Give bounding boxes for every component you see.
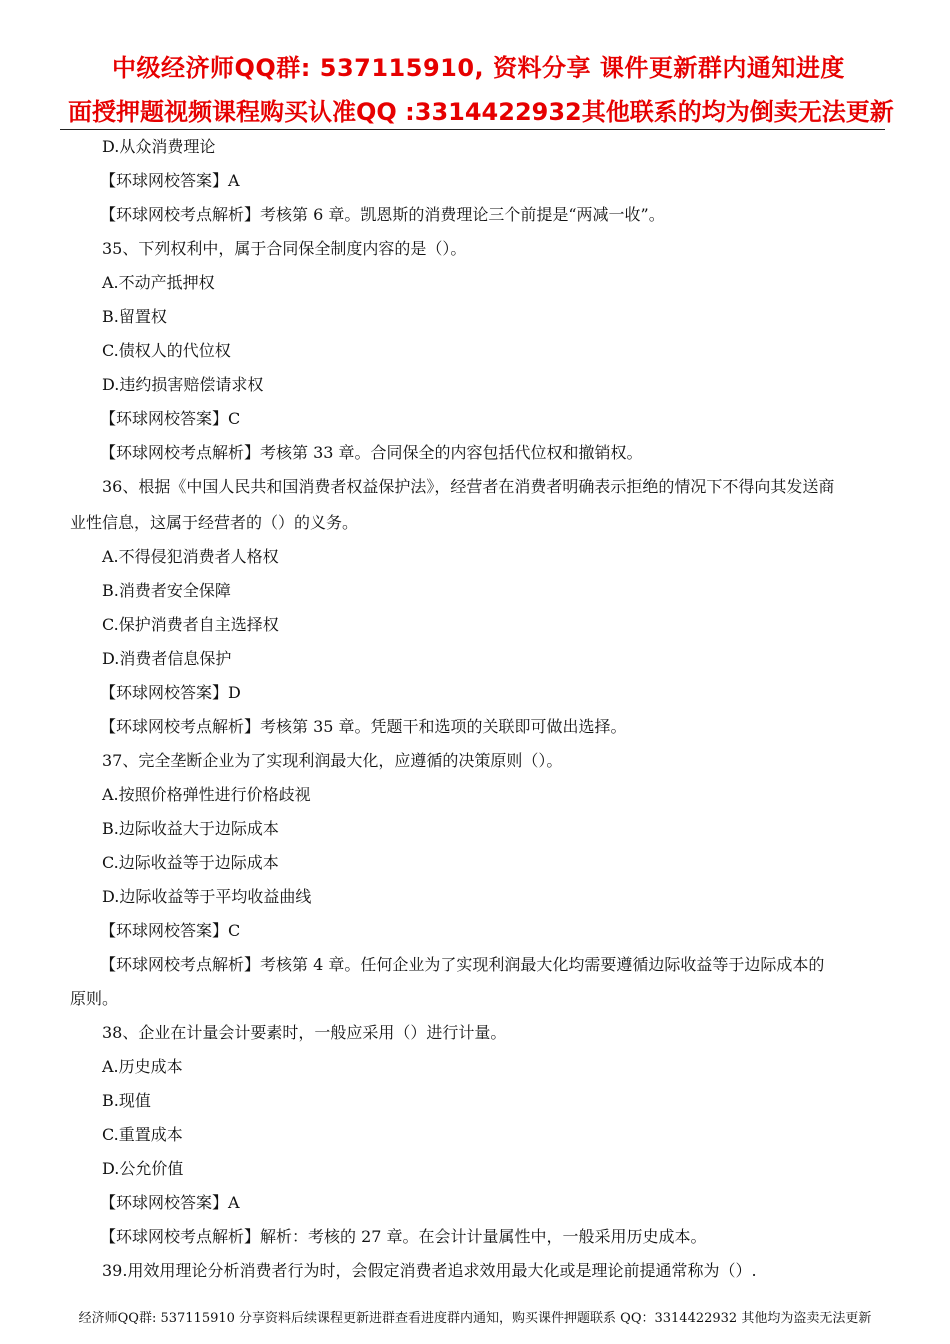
option-c-q36: C.保护消费者自主选择权 [102,615,279,634]
question-36-line-2: 业性信息，这属于经营者的（）的义务。 [70,513,359,532]
answer-q38: 【环球网校答案】A [100,1193,240,1212]
option-a-q37: A.按照价格弹性进行价格歧视 [102,785,311,804]
question-35: 35、下列权利中，属于合同保全制度内容的是（）。 [102,239,467,258]
answer-q35: 【环球网校答案】C [100,409,241,428]
option-d-q35: D.违约损害赔偿请求权 [102,375,264,394]
option-d-q38: D.公允价值 [102,1159,184,1178]
analysis-q37-line-1: 【环球网校考点解析】考核第 4 章。任何企业为了实现利润最大化均需要遵循边际收益等于边际成本的 [100,955,825,974]
option-d-q34: D.从众消费理论 [102,137,216,156]
option-b-q36: B.消费者安全保障 [102,581,231,600]
header-promo-line-2: 面授押题视频课程购买认准QQ :3314422932其他联系的均为倒卖无法更新 [68,98,894,126]
question-39: 39.用效用理论分析消费者行为时，会假定消费者追求效用最大化或是理论前提通常称为（）. [102,1261,757,1280]
analysis-q37-line-2: 原则。 [70,989,119,1008]
page-footer: 经济师QQ群: 537115910 分享资料后续课程更新进群查看进度群内通知，购买课件押题联系 QQ：3314422932 其他均为盗卖无法更新 [78,1311,872,1326]
header-promo-line-1: 中级经济师QQ群: 537115910, 资料分享 课件更新群内通知进度 [112,54,845,82]
analysis-q35: 【环球网校考点解析】考核第 33 章。合同保全的内容包括代位权和撤销权。 [100,443,643,462]
option-a-q35: A.不动产抵押权 [102,273,215,292]
question-36-line-1: 36、根据《中国人民共和国消费者权益保护法》，经营者在消费者明确表示拒绝的情况下不得向其发送商 [102,477,835,496]
option-a-q36: A.不得侵犯消费者人格权 [102,547,279,566]
answer-q36: 【环球网校答案】D [100,683,241,702]
answer-q37: 【环球网校答案】C [100,921,241,940]
option-b-q37: B.边际收益大于边际成本 [102,819,279,838]
header-divider [60,129,885,130]
analysis-q36: 【环球网校考点解析】考核第 35 章。凭题干和选项的关联即可做出选择。 [100,717,627,736]
option-b-q38: B.现值 [102,1091,151,1110]
option-d-q36: D.消费者信息保护 [102,649,232,668]
answer-q34: 【环球网校答案】A [100,171,240,190]
option-b-q35: B.留置权 [102,307,167,326]
option-a-q38: A.历史成本 [102,1057,183,1076]
question-37: 37、完全垄断企业为了实现利润最大化，应遵循的决策原则（）。 [102,751,563,770]
option-c-q35: C.债权人的代位权 [102,341,231,360]
analysis-q38: 【环球网校考点解析】解析：考核的 27 章。在会计计量属性中，一般采用历史成本。 [100,1227,707,1246]
question-38: 38、企业在计量会计要素时，一般应采用（）进行计量。 [102,1023,507,1042]
option-c-q38: C.重置成本 [102,1125,183,1144]
option-d-q37: D.边际收益等于平均收益曲线 [102,887,312,906]
option-c-q37: C.边际收益等于边际成本 [102,853,279,872]
analysis-q34: 【环球网校考点解析】考核第 6 章。凯恩斯的消费理论三个前提是“两减一收”。 [100,205,665,224]
